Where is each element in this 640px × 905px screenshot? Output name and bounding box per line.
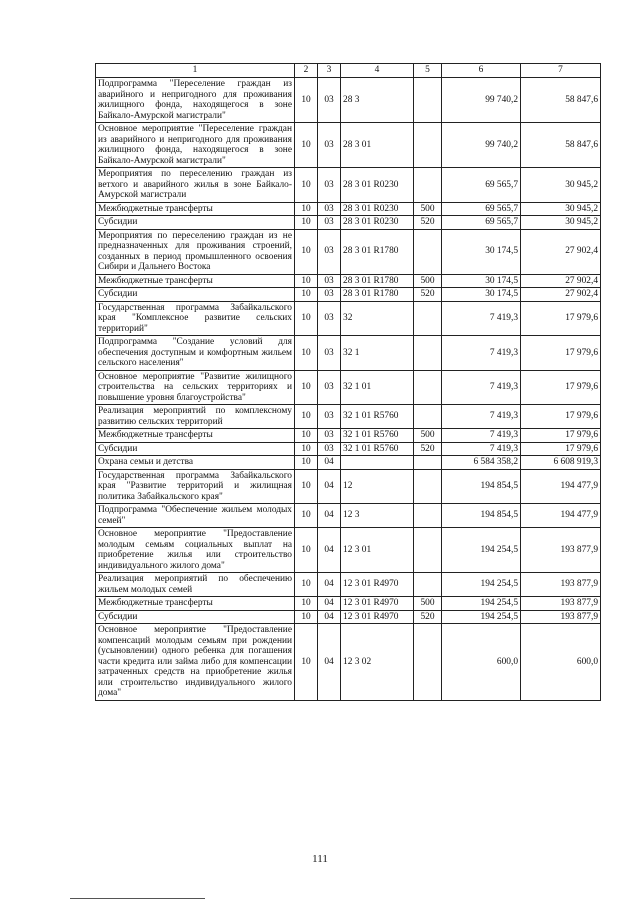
table-row [96, 624, 601, 701]
expense-type-code [414, 469, 442, 504]
amount-year-2: 58 847,6 [521, 78, 601, 123]
amount-year-2: 600,0 [521, 624, 601, 701]
subsection-code: 03 [318, 288, 341, 302]
subsection-code: 04 [318, 624, 341, 701]
table-row [96, 288, 601, 302]
expense-type-code [414, 504, 442, 528]
section-code: 10 [295, 610, 318, 624]
amount-year-2: 193 877,9 [521, 573, 601, 597]
row-name: Межбюджетные трансферты [96, 597, 295, 611]
table-row [96, 274, 601, 288]
section-code: 10 [295, 573, 318, 597]
expense-type-code: 520 [414, 610, 442, 624]
section-code: 10 [295, 274, 318, 288]
target-article-code: 12 3 [341, 504, 414, 528]
subsection-code: 04 [318, 610, 341, 624]
target-article-code: 32 1 01 R5760 [341, 442, 414, 456]
section-code: 10 [295, 528, 318, 573]
row-name: Охрана семьи и детства [96, 456, 295, 470]
expense-type-code [414, 78, 442, 123]
amount-year-2: 193 877,9 [521, 597, 601, 611]
column-header: 1 [96, 64, 295, 78]
table-row [96, 429, 601, 443]
subsection-code: 03 [318, 168, 341, 203]
target-article-code: 28 3 [341, 78, 414, 123]
subsection-code: 03 [318, 442, 341, 456]
row-name: Субсидии [96, 288, 295, 302]
amount-year-1: 30 174,5 [442, 274, 521, 288]
target-article-code: 28 3 01 [341, 123, 414, 168]
amount-year-2: 194 477,9 [521, 469, 601, 504]
expense-type-code [414, 168, 442, 203]
expense-type-code [414, 456, 442, 470]
subsection-code: 03 [318, 216, 341, 230]
section-code: 10 [295, 288, 318, 302]
subsection-code: 03 [318, 202, 341, 216]
table-row [96, 123, 601, 168]
amount-year-1: 99 740,2 [442, 78, 521, 123]
expense-type-code: 500 [414, 202, 442, 216]
amount-year-1: 194 254,5 [442, 610, 521, 624]
section-code: 10 [295, 442, 318, 456]
table-row [96, 78, 601, 123]
subsection-code: 03 [318, 274, 341, 288]
amount-year-2: 17 979,6 [521, 405, 601, 429]
column-header: 3 [318, 64, 341, 78]
target-article-code: 12 3 01 R4970 [341, 573, 414, 597]
column-header: 6 [442, 64, 521, 78]
row-name: Основное мероприятие "Развитие жилищного строительства на сельских территориях и повышение уровня благоустройства" [96, 370, 295, 405]
expense-type-code [414, 405, 442, 429]
section-code: 10 [295, 597, 318, 611]
row-name: Межбюджетные трансферты [96, 274, 295, 288]
amount-year-1: 600,0 [442, 624, 521, 701]
amount-year-1: 99 740,2 [442, 123, 521, 168]
amount-year-1: 7 419,3 [442, 370, 521, 405]
amount-year-2: 193 877,9 [521, 610, 601, 624]
section-code: 10 [295, 216, 318, 230]
expense-type-code: 520 [414, 442, 442, 456]
row-name: Реализация мероприятий по комплексному развитию сельских территорий [96, 405, 295, 429]
table-row [96, 597, 601, 611]
amount-year-2: 58 847,6 [521, 123, 601, 168]
column-header: 7 [521, 64, 601, 78]
row-name: Субсидии [96, 216, 295, 230]
section-code: 10 [295, 504, 318, 528]
target-article-code: 28 3 01 R0230 [341, 216, 414, 230]
header-row [96, 64, 601, 78]
amount-year-2: 30 945,2 [521, 216, 601, 230]
table-row [96, 528, 601, 573]
column-header: 4 [341, 64, 414, 78]
table-row [96, 370, 601, 405]
target-article-code: 32 1 [341, 336, 414, 371]
table-row [96, 504, 601, 528]
target-article-code: 12 3 01 [341, 528, 414, 573]
amount-year-2: 17 979,6 [521, 370, 601, 405]
target-article-code [341, 456, 414, 470]
target-article-code: 28 3 01 R1780 [341, 229, 414, 274]
row-name: Подпрограмма "Переселение граждан из аварийного и непригодного для проживания жилищного фонда, находящегося в зоне Байкало-Амурской магистрали" [96, 78, 295, 123]
amount-year-2: 27 902,4 [521, 229, 601, 274]
amount-year-1: 6 584 358,2 [442, 456, 521, 470]
row-name: Основное мероприятие "Предоставление компенсаций молодым семьям при рождении (усыновлении) одного ребенка для погашения части кредита или займа либо для компенсации затраченных средств на приобретение жилья или строительство индивидуального жилого дома" [96, 624, 295, 701]
amount-year-1: 30 174,5 [442, 288, 521, 302]
section-code: 10 [295, 78, 318, 123]
expense-type-code: 520 [414, 216, 442, 230]
expense-type-code [414, 573, 442, 597]
section-code: 10 [295, 168, 318, 203]
expense-type-code [414, 229, 442, 274]
amount-year-1: 194 854,5 [442, 469, 521, 504]
budget-table [95, 63, 601, 701]
subsection-code: 04 [318, 469, 341, 504]
amount-year-1: 7 419,3 [442, 301, 521, 336]
subsection-code: 03 [318, 229, 341, 274]
amount-year-2: 30 945,2 [521, 168, 601, 203]
row-name: Основное мероприятие "Переселение граждан из аварийного и непригодного для проживания жилищного фонда, находящегося в зоне Байкало-Амурской магистрали" [96, 123, 295, 168]
section-code: 10 [295, 229, 318, 274]
expense-type-code: 500 [414, 274, 442, 288]
table-row [96, 229, 601, 274]
table-row [96, 301, 601, 336]
page-number: 111 [312, 853, 328, 865]
target-article-code: 12 3 01 R4970 [341, 610, 414, 624]
budget-table-body [96, 64, 601, 701]
row-name: Межбюджетные трансферты [96, 202, 295, 216]
amount-year-1: 7 419,3 [442, 336, 521, 371]
amount-year-2: 17 979,6 [521, 429, 601, 443]
amount-year-2: 194 477,9 [521, 504, 601, 528]
subsection-code: 03 [318, 301, 341, 336]
expense-type-code: 500 [414, 429, 442, 443]
table-row [96, 216, 601, 230]
section-code: 10 [295, 624, 318, 701]
amount-year-1: 69 565,7 [442, 202, 521, 216]
subsection-code: 03 [318, 123, 341, 168]
target-article-code: 28 3 01 R0230 [341, 202, 414, 216]
row-name: Государственная программа Забайкальского края "Комплексное развитие сельских территорий" [96, 301, 295, 336]
section-code: 10 [295, 469, 318, 504]
amount-year-2: 27 902,4 [521, 274, 601, 288]
amount-year-2: 27 902,4 [521, 288, 601, 302]
subsection-code: 04 [318, 456, 341, 470]
subsection-code: 03 [318, 405, 341, 429]
section-code: 10 [295, 202, 318, 216]
table-row [96, 469, 601, 504]
table-row [96, 202, 601, 216]
section-code: 10 [295, 336, 318, 371]
section-code: 10 [295, 405, 318, 429]
expense-type-code: 500 [414, 597, 442, 611]
table-row [96, 405, 601, 429]
footer-divider [70, 898, 205, 899]
subsection-code: 04 [318, 597, 341, 611]
section-code: 10 [295, 301, 318, 336]
subsection-code: 04 [318, 528, 341, 573]
amount-year-2: 193 877,9 [521, 528, 601, 573]
row-name: Подпрограмма "Создание условий для обеспечения доступным и комфортным жильем сельского населения" [96, 336, 295, 371]
row-name: Мероприятия по переселению граждан из ветхого и аварийного жилья в зоне Байкало-Амурской магистрали [96, 168, 295, 203]
amount-year-1: 194 254,5 [442, 597, 521, 611]
target-article-code: 28 3 01 R1780 [341, 288, 414, 302]
table-row [96, 442, 601, 456]
row-name: Реализация мероприятий по обеспечению жильем молодых семей [96, 573, 295, 597]
table-row [96, 168, 601, 203]
target-article-code: 32 1 01 R5760 [341, 429, 414, 443]
target-article-code: 32 1 01 R5760 [341, 405, 414, 429]
table-row [96, 336, 601, 371]
amount-year-2: 17 979,6 [521, 336, 601, 371]
table-row [96, 456, 601, 470]
subsection-code: 03 [318, 370, 341, 405]
amount-year-1: 30 174,5 [442, 229, 521, 274]
expense-type-code [414, 336, 442, 371]
target-article-code: 28 3 01 R0230 [341, 168, 414, 203]
expense-type-code [414, 528, 442, 573]
amount-year-1: 7 419,3 [442, 429, 521, 443]
section-code: 10 [295, 429, 318, 443]
column-header: 5 [414, 64, 442, 78]
amount-year-1: 194 254,5 [442, 573, 521, 597]
section-code: 10 [295, 456, 318, 470]
row-name: Мероприятия по переселению граждан из не предназначенных для проживания строений, созданных в период промышленного освоения Сибири и Дальнего Востока [96, 229, 295, 274]
expense-type-code [414, 624, 442, 701]
section-code: 10 [295, 370, 318, 405]
amount-year-2: 17 979,6 [521, 442, 601, 456]
column-header: 2 [295, 64, 318, 78]
section-code: 10 [295, 123, 318, 168]
target-article-code: 12 3 02 [341, 624, 414, 701]
row-name: Подпрограмма "Обеспечение жильем молодых семей" [96, 504, 295, 528]
subsection-code: 04 [318, 504, 341, 528]
target-article-code: 32 1 01 [341, 370, 414, 405]
target-article-code: 32 [341, 301, 414, 336]
amount-year-1: 69 565,7 [442, 168, 521, 203]
amount-year-2: 6 608 919,3 [521, 456, 601, 470]
amount-year-1: 7 419,3 [442, 442, 521, 456]
row-name: Основное мероприятие "Предоставление молодым семьям социальных выплат на приобретение жилья или строительство индивидуального жилого дома" [96, 528, 295, 573]
target-article-code: 12 3 01 R4970 [341, 597, 414, 611]
expense-type-code: 520 [414, 288, 442, 302]
amount-year-1: 194 854,5 [442, 504, 521, 528]
amount-year-2: 17 979,6 [521, 301, 601, 336]
expense-type-code [414, 123, 442, 168]
subsection-code: 03 [318, 336, 341, 371]
amount-year-2: 30 945,2 [521, 202, 601, 216]
row-name: Субсидии [96, 442, 295, 456]
row-name: Государственная программа Забайкальского края "Развитие территорий и жилищная политика Забайкальского края" [96, 469, 295, 504]
table-row [96, 610, 601, 624]
expense-type-code [414, 301, 442, 336]
subsection-code: 03 [318, 429, 341, 443]
table-row [96, 573, 601, 597]
amount-year-1: 194 254,5 [442, 528, 521, 573]
expense-type-code [414, 370, 442, 405]
subsection-code: 04 [318, 573, 341, 597]
row-name: Субсидии [96, 610, 295, 624]
amount-year-1: 7 419,3 [442, 405, 521, 429]
target-article-code: 12 [341, 469, 414, 504]
amount-year-1: 69 565,7 [442, 216, 521, 230]
subsection-code: 03 [318, 78, 341, 123]
target-article-code: 28 3 01 R1780 [341, 274, 414, 288]
row-name: Межбюджетные трансферты [96, 429, 295, 443]
